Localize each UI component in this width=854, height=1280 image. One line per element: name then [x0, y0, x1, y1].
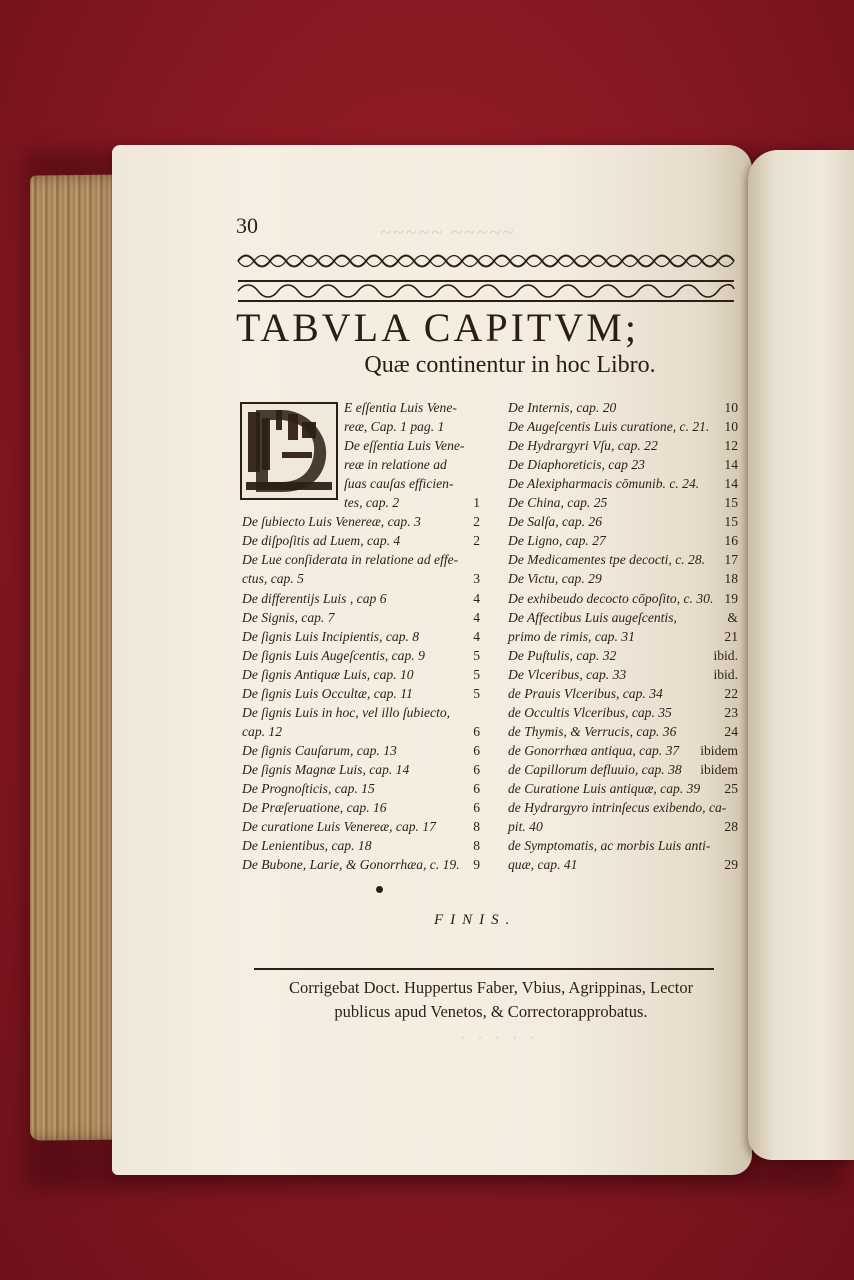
- toc-entry-page: ibid.: [713, 647, 738, 663]
- toc-entry-text: De Alexipharmacis cōmunib. c. 24.: [508, 476, 700, 492]
- toc-entry-text: De curatione Luis Venereæ, cap. 17: [242, 819, 436, 835]
- toc-entry-text: De Salſa, cap. 26: [508, 514, 603, 530]
- toc-entry-text: De Ligno, cap. 27: [508, 533, 606, 549]
- toc-entry-text: De ſubiecto Luis Venereæ, cap. 3: [242, 514, 421, 530]
- toc-entry-page: ibid.: [713, 666, 738, 682]
- toc-entry-text: De Præſeruatione, cap. 16: [242, 800, 387, 816]
- toc-entry-text: De ſignis Luis Occultæ, cap. 11: [242, 685, 413, 701]
- toc-entry-page: 28: [724, 819, 738, 835]
- toc-entry-page: [456, 474, 480, 494]
- toc-entry-page: [694, 836, 738, 856]
- toc-entry-page: [456, 703, 480, 723]
- toc-entry-page: 10: [724, 419, 738, 435]
- toc-entry-page: 14: [724, 476, 738, 492]
- toc-entry-page: 6: [473, 723, 480, 739]
- toc-entry-text: de Capillorum defluuio, cap. 38: [508, 761, 682, 777]
- toc-entry-page: ibidem: [700, 742, 738, 758]
- show-through-text-lower: · · · · ·: [460, 1030, 539, 1047]
- toc-entry-page: 2: [473, 533, 480, 549]
- toc-entry-page: 16: [724, 533, 738, 549]
- toc-entry-page: 23: [724, 704, 738, 720]
- toc-entry-page: 9: [473, 857, 480, 873]
- toc-entry-text: De Puſtulis, cap. 32: [508, 647, 617, 663]
- toc-entry-text: de Thymis, & Verrucis, cap. 36: [508, 723, 677, 739]
- page-subtitle: Quæ continentur in hoc Libro.: [364, 352, 656, 378]
- toc-entry-text: de Gonorrhæa antiqua, cap. 37: [508, 742, 680, 758]
- toc-entry-text: De Hydrargyri Vſu, cap. 22: [508, 438, 658, 454]
- toc-entry-page: 4: [473, 609, 480, 625]
- toc-entry-page: 19: [724, 590, 738, 606]
- toc-entry-page: 2: [473, 514, 480, 530]
- toc-entry-text: de Prauis Vlceribus, cap. 34: [508, 685, 663, 701]
- toc-entry-text: De diſpoſitis ad Luem, cap. 4: [242, 533, 401, 549]
- toc-entry-page: 6: [473, 761, 480, 777]
- toc-entry-text: reæ, Cap. 1 pag. 1: [344, 419, 445, 435]
- toc-entry-text: cap. 12: [242, 723, 283, 739]
- colophon-line-2: publicus apud Venetos, & Correctorapprobatus.: [334, 1002, 648, 1021]
- toc-entry-text: ſuas cauſas efficien-: [344, 476, 454, 492]
- toc-entry-text: de Curatione Luis antiquæ, cap. 39: [508, 781, 701, 796]
- toc-entry-page: &: [727, 609, 738, 625]
- toc-entry-text: De Lue conſiderata in relatione ad effe-: [242, 552, 459, 568]
- page-number: 30: [236, 213, 258, 238]
- toc-entry-text: De differentijs Luis , cap 6: [242, 590, 387, 606]
- toc-entry-text: reæ in relatione ad: [344, 457, 447, 473]
- page-title: TABVLA CAPITVM;: [236, 305, 639, 350]
- toc-entry-text: De ſignis Cauſarum, cap. 13: [242, 742, 397, 758]
- toc-entry-page: 29: [724, 857, 738, 873]
- ornament-band-top: [238, 250, 734, 272]
- toc-entry-page: 21: [724, 628, 738, 644]
- toc-entry-page: 25: [724, 781, 738, 796]
- toc-entry-page: 22: [724, 685, 738, 701]
- toc-entry-text: De Affectibus Luis augeſcentis,: [508, 609, 677, 625]
- toc-entry-page: 10: [724, 400, 738, 415]
- toc-entry-page: [694, 798, 738, 818]
- show-through-text: ~~~~~ ~~~~~: [380, 222, 516, 244]
- toc-entry-page: [456, 417, 480, 437]
- toc-entry-page: 12: [724, 438, 738, 454]
- toc-entry-page: 17: [724, 552, 738, 568]
- toc-entry-text: De Bubone, Larie, & Gonorrhæa, c. 19.: [242, 857, 460, 873]
- toc-entry-text: De Internis, cap. 20: [508, 400, 617, 415]
- toc-entry-page: 6: [473, 800, 480, 816]
- toc-entry-page: 18: [724, 571, 738, 587]
- colophon-line-1: Corrigebat Doct. Huppertus Faber, Vbius, Agrippinas, Lector: [288, 978, 694, 997]
- toc-entry-text: de Hydrargyro intrinſecus exibendo, ca-: [508, 800, 727, 816]
- toc-entry-page: ibidem: [700, 761, 738, 777]
- finis-label: FINIS.: [434, 912, 517, 928]
- toc-entry-page: 15: [724, 495, 738, 511]
- toc-entry-text: De Diaphoreticis, cap 23: [508, 457, 645, 473]
- ornamental-dot: [376, 886, 383, 893]
- toc-entry-text: De Augeſcentis Luis curatione, c. 21.: [508, 419, 710, 435]
- toc-entry-page: 4: [473, 590, 480, 606]
- toc-entry-text: tes, cap. 2: [344, 495, 400, 511]
- toc-entry-page: 5: [473, 685, 480, 701]
- toc-entry-text: De ſignis Magnæ Luis, cap. 14: [242, 761, 410, 777]
- toc-entry-page: 5: [473, 666, 480, 682]
- toc-entry-page: 14: [724, 457, 738, 473]
- toc-entry-page: 6: [473, 742, 480, 758]
- facing-page-edge: [748, 150, 854, 1160]
- toc-entry-text: De Vlceribus, cap. 33: [508, 666, 627, 682]
- toc-entry-page: 15: [724, 514, 738, 530]
- toc-entry-text: De ſignis Luis in hoc, vel illo ſubiecto,: [242, 704, 451, 720]
- toc-entry-text: De Victu, cap. 29: [508, 571, 602, 587]
- toc-entry-text: pit. 40: [508, 819, 543, 835]
- toc-entry-text: De Prognoſticis, cap. 15: [242, 781, 375, 796]
- toc-entry-page: 5: [473, 647, 480, 663]
- toc-entry-text: De Medicamentes tpe decocti, c. 28.: [508, 552, 706, 568]
- toc-entry-text: quæ, cap. 41: [508, 857, 578, 873]
- toc-entry-page: 4: [473, 628, 480, 644]
- toc-entry-page: [456, 436, 480, 456]
- toc-entry-text: De China, cap. 25: [508, 495, 608, 511]
- toc-entry-page: 24: [724, 723, 738, 739]
- horizontal-rule: [254, 968, 714, 970]
- toc-entry-text: De ſignis Antiquæ Luis, cap. 10: [242, 666, 414, 682]
- toc-entry-text: de Symptomatis, ac morbis Luis anti-: [508, 838, 711, 854]
- toc-entry-text: De eſſentia Luis Vene-: [344, 438, 465, 454]
- toc-entry-page: 1: [473, 495, 480, 511]
- toc-entry-text: De ſignis Luis Augeſcentis, cap. 9: [242, 647, 425, 663]
- toc-entry-text: De Lenientibus, cap. 18: [242, 838, 372, 854]
- toc-entry-text: ctus, cap. 5: [242, 571, 304, 587]
- toc-entry-page: [456, 550, 480, 570]
- toc-entry-text: De exhibeudo decocto cōpoſito, c. 30.: [508, 590, 714, 606]
- toc-entry-page: 8: [473, 819, 480, 835]
- toc-entry-page: [456, 455, 480, 475]
- ornament-band-bottom: [238, 280, 734, 302]
- toc-entry-text: de Occultis Vlceribus, cap. 35: [508, 704, 672, 720]
- toc-entry-page: 8: [473, 838, 480, 854]
- toc-entry-text: E eſſentia Luis Vene-: [344, 400, 457, 415]
- toc-entry-text: De ſignis Luis Incipientis, cap. 8: [242, 628, 420, 644]
- toc-entry-text: De Signis, cap. 7: [242, 609, 335, 625]
- toc-entry-page: 3: [473, 571, 480, 587]
- toc-entry-page: 6: [473, 781, 480, 796]
- toc-entry-text: primo de rimis, cap. 31: [508, 628, 635, 644]
- decorated-initial-d: [240, 402, 338, 500]
- toc-entry-page: [456, 398, 480, 418]
